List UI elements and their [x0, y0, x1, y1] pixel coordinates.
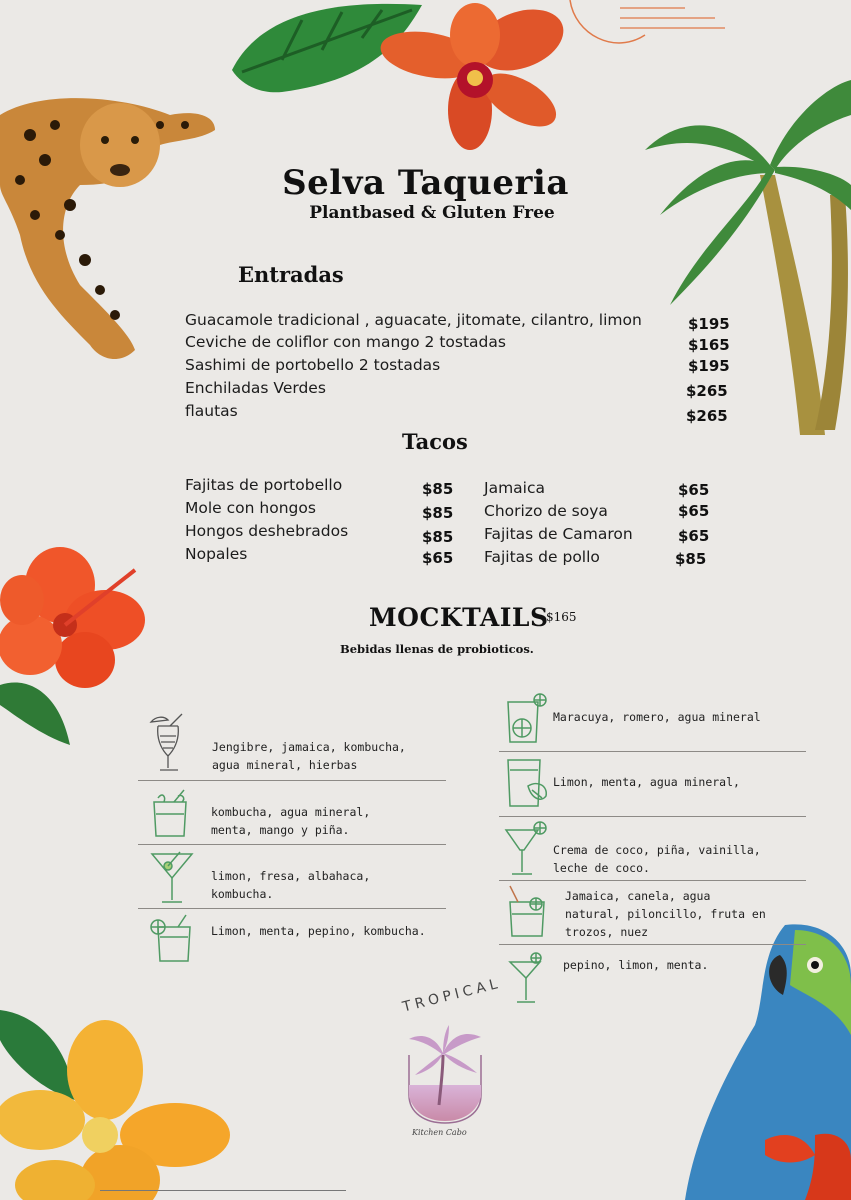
logo-script-text: Kitchen Cabo: [412, 1128, 467, 1137]
menu-item-name: Enchiladas Verdes: [185, 379, 326, 397]
mocktail-divider: [138, 780, 446, 781]
taco-item-price: $85: [422, 504, 454, 522]
taco-item-price: $65: [678, 502, 710, 520]
mocktail-divider: [499, 816, 806, 817]
martini-glass-icon: [150, 850, 194, 906]
coupe-glass-icon: [502, 820, 550, 878]
menu-item-price: $195: [688, 315, 730, 333]
palm-tree-illustration: [640, 55, 851, 440]
taco-item-name: Hongos deshebrados: [185, 522, 349, 540]
mint-glass-icon: [148, 788, 192, 840]
taco-item-name: Nopales: [185, 545, 248, 563]
taco-item-price: $85: [422, 480, 454, 498]
menu-item-name: Guacamole tradicional , aguacate, jitomate, cilantro, limon: [185, 311, 642, 329]
taco-item-price: $85: [422, 528, 454, 546]
restaurant-subtitle: Plantbased & Gluten Free: [309, 203, 555, 223]
mocktail-description: Jamaica, canela, agua natural, piloncillo, fruta en trozos, nuez: [565, 889, 766, 939]
palm-logo-icon: [405, 1025, 485, 1125]
taco-item-price: $65: [678, 481, 710, 499]
mocktails-subtitle: Bebidas llenas de probioticos.: [340, 642, 534, 656]
menu-item-price: $265: [686, 407, 728, 425]
mocktail-divider: [138, 844, 446, 845]
menu-item-price: $265: [686, 382, 728, 400]
tumbler-lime-icon: [502, 756, 550, 810]
section-heading-entradas: Entradas: [238, 262, 344, 287]
mocktail-description: Jengibre, jamaica, kombucha, agua mineral, hierbas: [212, 740, 406, 772]
taco-item-name: Fajitas de Camaron: [484, 525, 633, 543]
mocktails-price: $165: [546, 610, 577, 624]
frangipani-flower-icon: [0, 1010, 240, 1200]
hibiscus-flower-icon: [0, 545, 150, 760]
mocktail-divider: [499, 751, 806, 752]
mocktail-description: Crema de coco, piña, vainilla, leche de coco.: [553, 843, 761, 875]
highball-lime-icon: [502, 692, 550, 746]
menu-item-name: Sashimi de portobello 2 tostadas: [185, 356, 441, 374]
bottom-divider: [100, 1190, 346, 1191]
restaurant-title: Selva Taqueria: [282, 163, 569, 203]
mocktail-divider: [499, 880, 806, 881]
taco-item-price: $65: [678, 527, 710, 545]
mocktail-divider: [138, 908, 446, 909]
lemon-glass-icon: [148, 913, 196, 965]
mocktail-description: limon, fresa, albahaca, kombucha.: [211, 869, 371, 901]
taco-item-name: Fajitas de pollo: [484, 548, 600, 566]
mocktail-description: Limon, menta, pepino, kombucha.: [211, 924, 426, 938]
cocktail-glass-icon: [506, 948, 546, 1004]
mocktail-description: pepino, limon, menta.: [563, 958, 709, 972]
taco-item-name: Jamaica: [484, 479, 545, 497]
taco-item-name: Mole con hongos: [185, 499, 316, 517]
taco-item-name: Chorizo de soya: [484, 502, 608, 520]
mocktail-description: Limon, menta, agua mineral,: [553, 775, 740, 789]
menu-item-price: $165: [688, 336, 730, 354]
mocktail-description: kombucha, agua mineral, menta, mango y piña.: [211, 805, 371, 837]
taco-item-name: Fajitas de portobello: [185, 476, 343, 494]
rocks-glass-icon: [502, 884, 550, 940]
menu-item-name: Ceviche de coliflor con mango 2 tostadas: [185, 333, 506, 351]
menu-item-name: flautas: [185, 402, 238, 420]
taco-item-price: $85: [675, 550, 707, 568]
section-heading-tacos: Tacos: [402, 429, 468, 454]
section-heading-mocktails: MOCKTAILS: [369, 603, 549, 632]
menu-item-price: $195: [688, 357, 730, 375]
taco-item-price: $65: [422, 549, 454, 567]
hurricane-glass-icon: [148, 712, 192, 776]
orchid-flower-icon: [370, 0, 575, 150]
mocktail-divider: [499, 944, 806, 945]
logo-top-text: TROPICAL: [401, 975, 503, 1016]
postmark-stamp-icon: [565, 0, 735, 50]
mocktail-description: Maracuya, romero, agua mineral: [553, 710, 761, 724]
